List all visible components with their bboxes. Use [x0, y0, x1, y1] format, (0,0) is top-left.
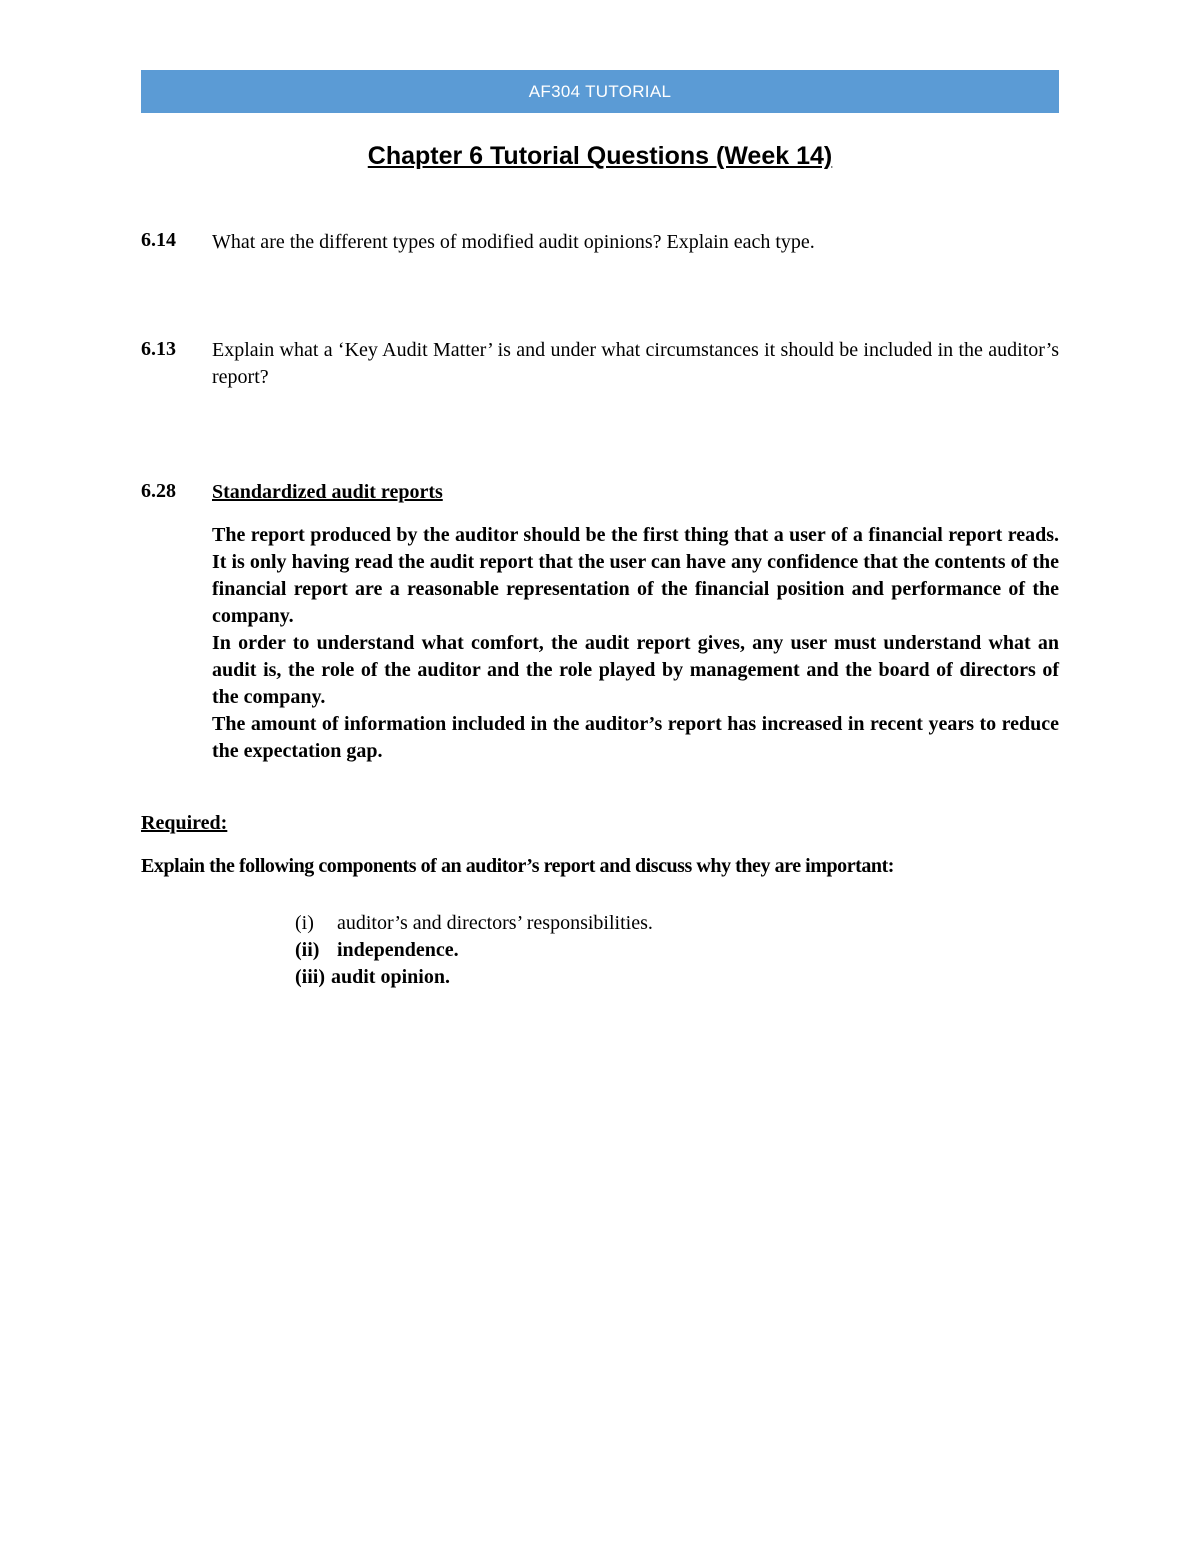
case-paragraph: In order to understand what comfort, the audit report gives, any user must understand what an audit is, the role of the auditor and the role played by management and the board of directors of the company.	[212, 632, 1059, 708]
list-marker: (i)	[295, 912, 314, 934]
list-item-text: auditor’s and directors’ responsibilities.	[337, 912, 653, 934]
list-marker: (ii)	[295, 939, 320, 961]
list-item	[295, 910, 653, 937]
component-list	[295, 910, 653, 991]
case-body	[212, 522, 1059, 765]
list-item	[295, 964, 653, 991]
list-item-text: audit opinion.	[331, 966, 450, 988]
question-text: Explain what a ‘Key Audit Matter’ is and under what circumstances it should be included in the auditor’s report?	[212, 339, 1059, 388]
header-bar	[141, 70, 1059, 113]
case-paragraph: The report produced by the auditor should be the first thing that a user of a financial report reads. It is only having read the audit report that the user can have any confidence that the contents of the financial report are a reasonable representation of the financial position and performance of the company.	[212, 524, 1059, 627]
page-title: Chapter 6 Tutorial Questions (Week 14)	[367, 142, 833, 170]
question-number: 6.14	[141, 229, 176, 251]
header-label: AF304 TUTORIAL	[528, 81, 672, 101]
list-item-text: independence.	[337, 939, 459, 961]
list-marker: (iii)	[295, 966, 325, 988]
question-number: 6.13	[141, 338, 176, 360]
required-label: Required:	[141, 812, 228, 834]
question-number: 6.28	[141, 480, 176, 502]
question-text: What are the different types of modified audit opinions? Explain each type.	[212, 231, 815, 253]
list-item	[295, 937, 653, 964]
case-paragraph: The amount of information included in the auditor’s report has increased in recent years to reduce the expectation gap.	[212, 713, 1059, 762]
case-heading: Standardized audit reports	[212, 481, 443, 503]
required-instruction: Explain the following components of an auditor’s report and discuss why they are important:	[141, 855, 894, 877]
